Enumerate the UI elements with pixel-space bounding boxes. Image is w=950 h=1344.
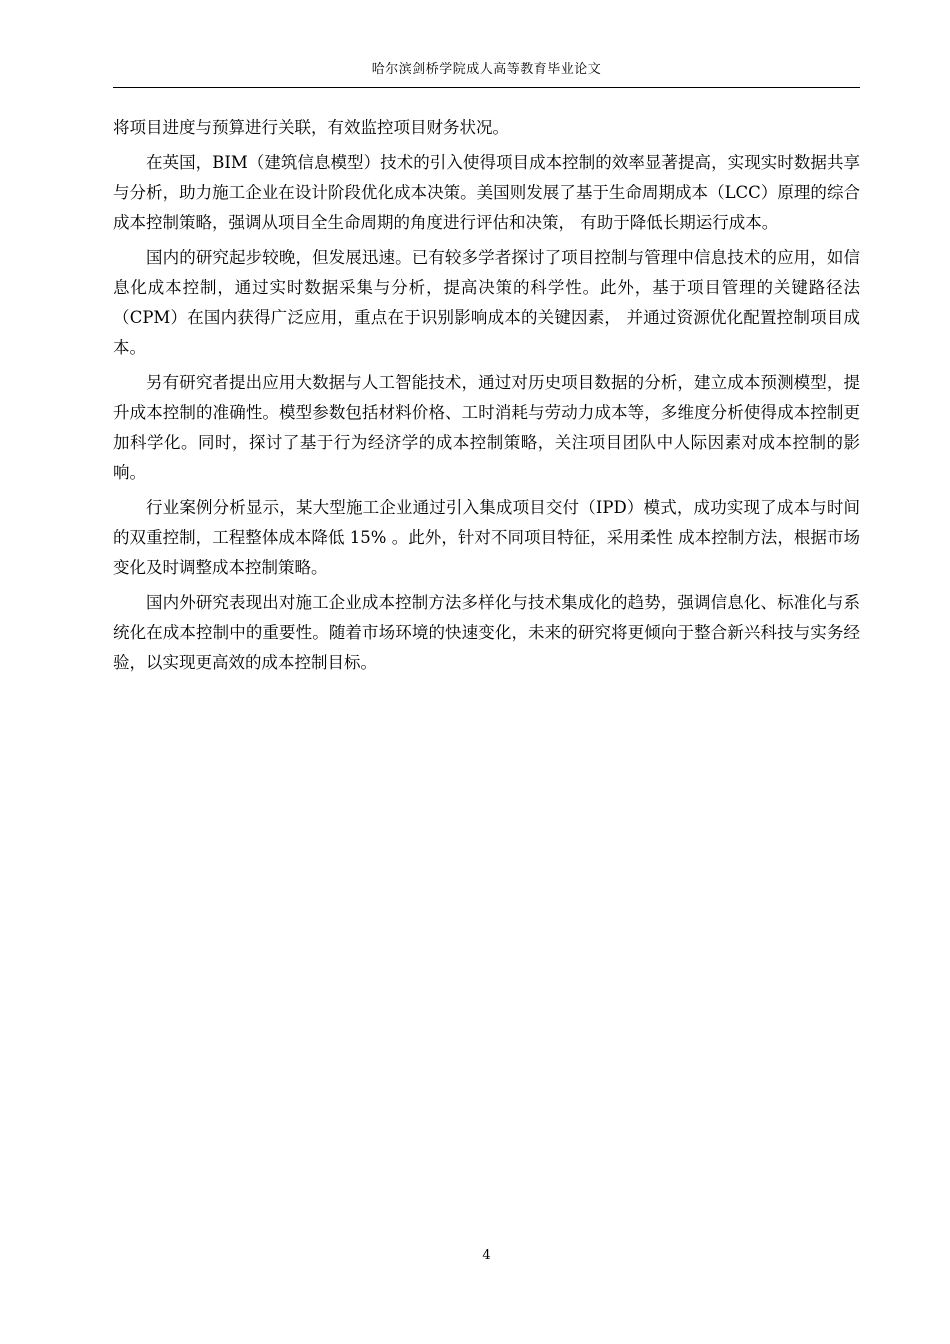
- page-number: 4: [482, 1248, 491, 1263]
- paragraph-domestic-research: 国内的研究起步较晚，但发展迅速。已有较多学者探讨了项目控制与管理中信息技术的应用，如信息化成本控制，通过实时数据采集与分析，提高决策的科学性。此外，基于项目管理的关键路径法（CPM）在国内获得广泛应用，重点在于识别影响成本的关键因素， 并通过资源优化配置控制项目成本。: [113, 248, 860, 357]
- page-header: 哈尔滨剑桥学院成人高等教育毕业论文: [371, 62, 602, 77]
- paragraph-uk-us-research: 在英国，BIM（建筑信息模型）技术的引入使得项目成本控制的效率显著提高，实现实时数据共享与分析，助力施工企业在设计阶段优化成本决策。美国则发展了基于生命周期成本（LCC）原理的综合成本控制策略，强调从项目全生命周期的角度进行评估和决策， 有助于降低长期运行成本。: [113, 153, 860, 232]
- paragraph-industry-case: 行业案例分析显示，某大型施工企业通过引入集成项目交付（IPD）模式，成功实现了成本与时间的双重控制，工程整体成本降低 15% 。此外，针对不同项目特征，采用柔性 成本控制方法，根据市场变化及时调整成本控制策略。: [113, 498, 860, 577]
- paragraph-big-data-ai: 另有研究者提出应用大数据与人工智能技术，通过对历史项目数据的分析，建立成本预测模型，提升成本控制的准确性。模型参数包括材料价格、工时消耗与劳动力成本等，多维度分析使得成本控制更加科学化。同时，探讨了基于行为经济学的成本控制策略，关注项目团队中人际因素对成本控制的影响。: [113, 373, 860, 482]
- paragraph-summary: 国内外研究表现出对施工企业成本控制方法多样化与技术集成化的趋势，强调信息化、标准化与系统化在成本控制中的重要性。随着市场环境的快速变化，未来的研究将更倾向于整合新兴科技与实务经验，以实现更高效的成本控制目标。: [113, 593, 860, 672]
- body-text: [113, 113, 860, 683]
- header-divider: [113, 87, 860, 88]
- paragraph-continuation: 将项目进度与预算进行关联，有效监控项目财务状况。: [113, 118, 509, 137]
